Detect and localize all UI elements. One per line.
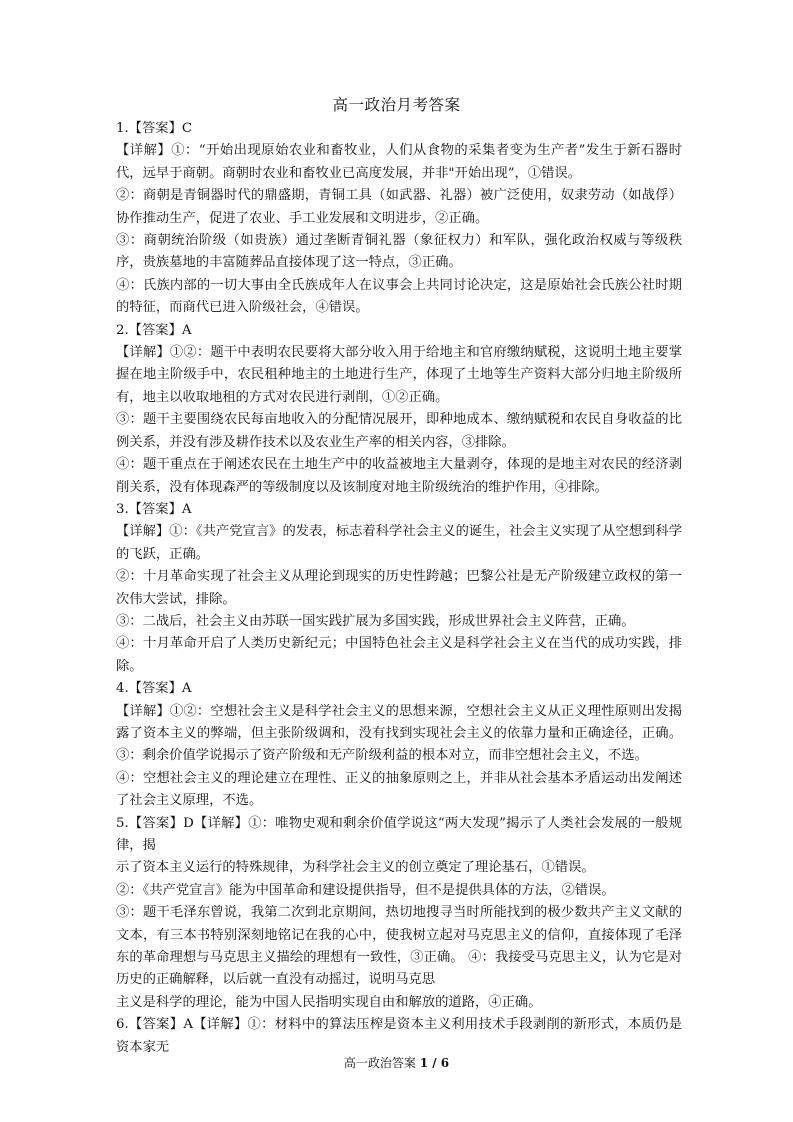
text-line: ④：空想社会主义的理论建立在理性、正义的抽象原则之上，并非从社会基本矛盾运动出发阐述了社会主义原理，不选。 <box>116 770 682 809</box>
text-line: ③：商朝统治阶级（如贵族）通过垄断青铜礼器（象征权力）和军队，强化政治权威与等级秩序，贵族墓地的丰富随葬品直接体现了这一特点，③正确。 <box>116 233 682 271</box>
text-line: 主义是科学的理论，能为中国人民指明实现自由和解放的道路，④正确。 <box>116 994 542 1010</box>
text-line: 6.【答案】A【详解】①：材料中的算法压榨是资本主义利用技术手段剥削的新形式，本质仍是资本家无 <box>116 1017 682 1055</box>
page-title: 高一政治月考答案 <box>332 96 461 114</box>
text-line: 3.【答案】A <box>116 501 192 517</box>
text-line: 【详解】①②：空想社会主义是科学社会主义的思想来源，空想社会主义从正义理性原则出发揭露了资本主义的弊端，但主张阶级调和，没有找到实现社会主义的依靠力量和正确途径，正确。 ③：剩余价值学说揭示了资产阶级和无产阶级利益的根本对立，而非空想社会主义，不选。 <box>116 703 682 764</box>
text-line: ③：题干毛泽东曾说，我第二次到北京期间，热切地搜寻当时所能找到的极少数共产主义文献的文本，有三本书特别深刻地铭记在我的心中，使我树立起对马克思主义的信仰，直接体现了毛泽东的革命理想与马克思主义描绘的理想有一致性，③正确。 ④：我接受马克思主义，认为它是对历史的正确解释，以后就一直没有动摇过，说明马克思 <box>116 905 682 988</box>
text-line: 5.【答案】D【详解】①：唯物史观和剩余价值学说这“两大发现”揭示了人类社会发展的一般规律，揭 <box>116 815 682 853</box>
text-line: ④：氏族内部的一切大事由全氏族成年人在议事会上共同讨论决定，这是原始社会氏族公社时期的特征，而商代已进入阶级社会，④错误。 <box>116 277 682 316</box>
footer-label: 高一政治答案 <box>343 1056 416 1070</box>
text-line: 【详解】①②：题干中表明农民要将大部分收入用于给地主和官府缴纳赋税，这说明土地主要掌握在地主阶级手中，农民租种地主的土地进行生产，体现了土地等生产资料大部分归地主阶级所有，地主以收取地租的方式对农民进行剥削，①②正确。 <box>116 345 682 405</box>
text-line: ③：二战后，社会主义由苏联一国实践扩展为多国实践，形成世界社会主义阵营，正确。 <box>116 613 635 629</box>
page-footer <box>0 1054 793 1071</box>
text-line: 2.【答案】A <box>116 322 192 338</box>
text-line: 1.【答案】C <box>116 121 193 136</box>
page-number: 1 / 6 <box>419 1056 450 1070</box>
text-line: ②：十月革命实现了社会主义从理论到现实的历史性跨越；巴黎公社是无产阶级建立政权的第一次伟大尝试，排除。 <box>116 569 682 607</box>
text-line: ②：商朝是青铜器时代的鼎盛期，青铜工具（如武器、礼器）被广泛使用，奴隶劳动（如战俘）协作推动生产，促进了农业、手工业发展和文明进步，②正确。 <box>116 188 682 226</box>
text-line: ②：《共产党宣言》能为中国革命和建设提供指导，但不是提供具体的方法，②错误。 <box>116 882 615 898</box>
text-line: 示了资本主义运行的特殊规律，为科学社会主义的创立奠定了理论基石，①错误。 <box>116 860 595 876</box>
text-line: ④：十月革命开启了人类历史新纪元；中国特色社会主义是科学社会主义在当代的成功实践，排除。 <box>116 636 682 674</box>
text-line: 【详解】①：《共产党宣言》的发表，标志着科学社会主义的诞生，社会主义实现了从空想到科学的飞跃，正确。 <box>116 524 682 562</box>
text-line: ④：题干重点在于阐述农民在土地生产中的收益被地主大量剥夺，体现的是地主对农民的经济剥削关系，没有体现森严的等级制度以及该制度对地主阶级统治的维护作用，④排除。 <box>116 457 682 495</box>
answer-content <box>116 118 682 1059</box>
text-line: 【详解】①：“开始出现原始农业和畜牧业，人们从食物的采集者变为生产者”发生于新石器时代，远早于商朝。商朝时农业和畜牧业已高度发展，并非"开始出现”，①错误。 <box>116 143 682 181</box>
text-line: ③：题干主要围绕农民每亩地收入的分配情况展开，即种地成本、缴纳赋税和农民自身收益的比例关系，并没有涉及耕作技术以及农业生产率的相关内容，③排除。 <box>116 412 682 450</box>
text-line: 4.【答案】A <box>116 681 192 697</box>
